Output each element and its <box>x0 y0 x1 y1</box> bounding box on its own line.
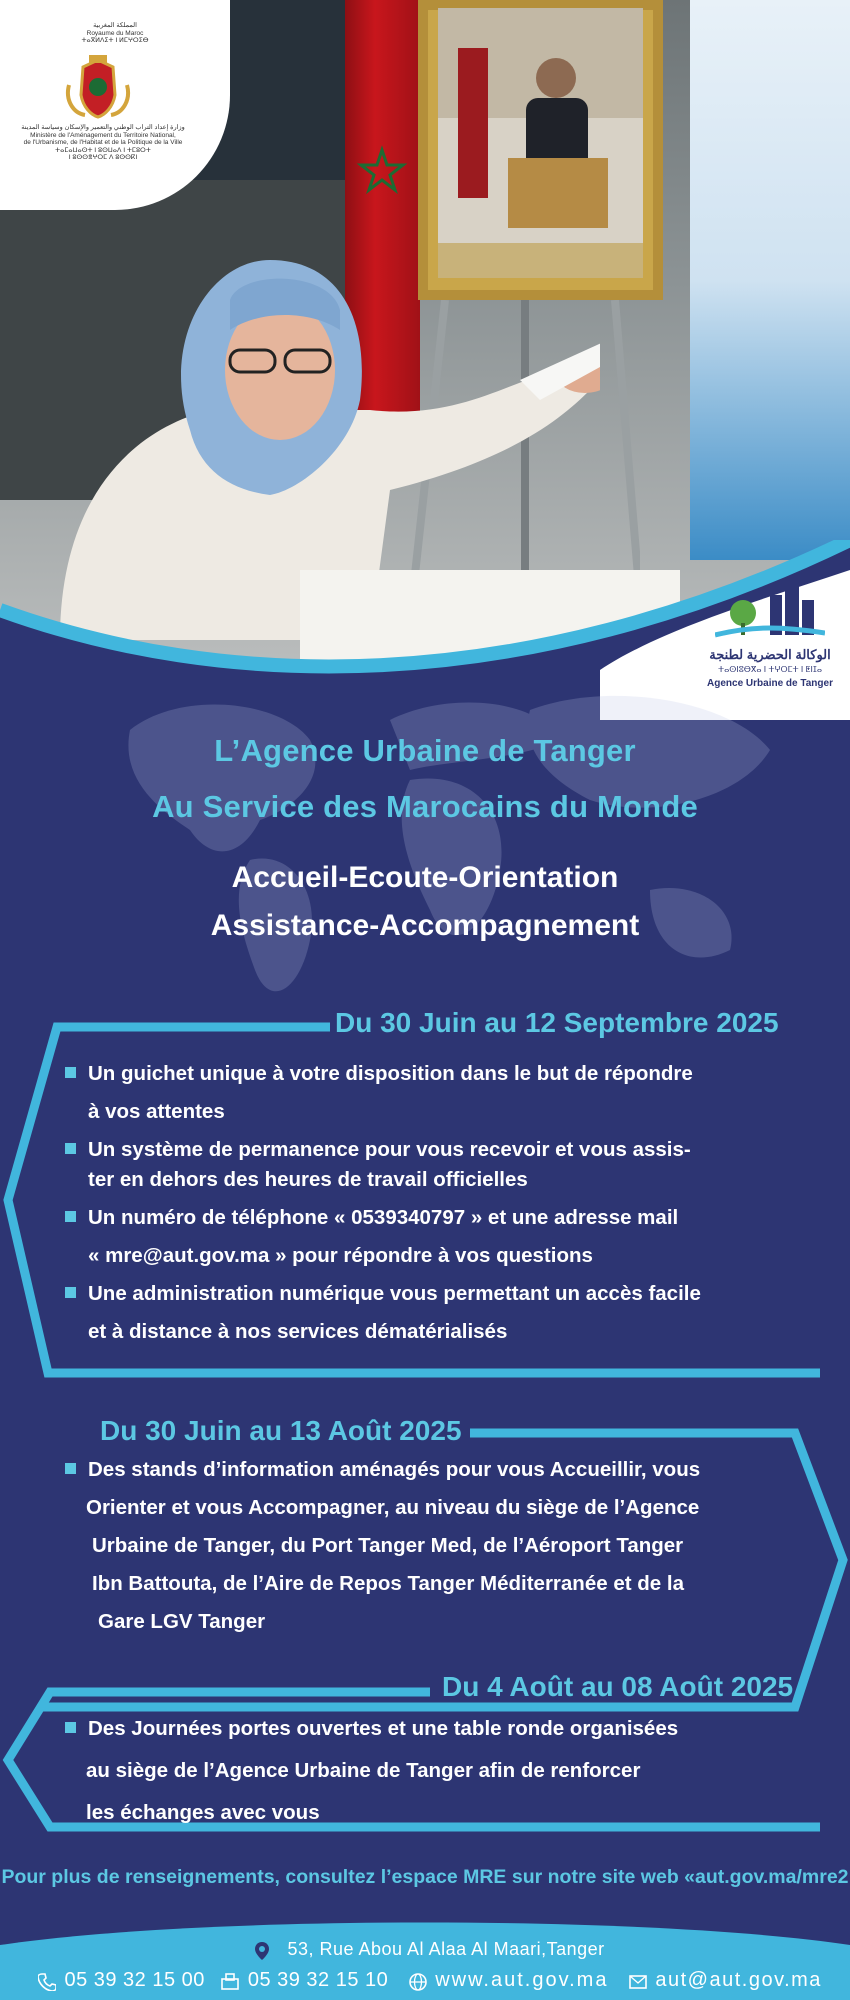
logo-line-tz: ⵜⴰⴳⵍⴷⵉⵜ ⵏ ⵍⵎⵖⵔⵉⴱ <box>81 37 149 44</box>
section-3-date: Du 4 Août au 08 Août 2025 <box>442 1671 794 1702</box>
list-item-continuation: Orienter et vous Accompagner, au niveau du siège de l’Agence <box>86 1496 700 1519</box>
coat-of-arms-icon <box>63 55 133 120</box>
list-item: Des Journées portes ouvertes et une table ronde organisées <box>65 1708 825 1750</box>
ministry-name-tz-1: ⵜⴰⵎⴰⵡⴰⵙⵜ ⵏ ⵓⵙⵡⴰⴷ ⵏ ⵜⵎⵓⵔⵜ <box>55 146 151 154</box>
agency-name-ar: الوكالة الحضرية لطنجة <box>709 647 831 662</box>
subtitle-line-2: Assistance-Accompagnement <box>210 909 640 942</box>
square-bullet-icon <box>65 1067 76 1078</box>
list-item: Un guichet unique à votre disposition dans le but de répondre <box>65 1055 825 1093</box>
ministry-name-ar: وزارة إعداد التراب الوطني والتعمير والإسكان وسياسة المدينة <box>21 124 185 131</box>
list-item-continuation: ter en dehors des heures de travail officielles <box>88 1168 528 1191</box>
list-item: Une administration numérique vous permettant un accès facile <box>65 1275 825 1313</box>
more-info-text: Pour plus de renseignements, consultez l’espace MRE sur notre site web «aut.gov.ma/mre2 <box>1 1866 849 1888</box>
globe-icon <box>409 1973 427 1991</box>
address-block <box>255 1939 605 1960</box>
subtitle-line-1: Accueil-Ecoute-Orientation <box>231 861 619 894</box>
ministry-name-tz-2: ⵏ ⵓⵙⵙⴻⵖⵔⵎ ⴷ ⵓⵙⵙⴽⵏ <box>68 154 138 161</box>
ministry-name-fr-1: Ministère de l'Aménagement du Territoire National, <box>30 131 176 139</box>
agency-name-fr: Agence Urbaine de Tanger <box>707 678 833 689</box>
ministry-name-fr-2: de l'Urbanisme, de l'Habitat et de la Politique de la Ville <box>23 139 183 146</box>
square-bullet-icon <box>65 1143 76 1154</box>
agency-name-tz: ⵜⴰⵙⵏⵓⴱⴳⴰ ⵏ ⵜⵖⵔⵎⵜ ⵏ ⵟⵏⵊⴰ <box>717 665 823 674</box>
section-2-date: Du 30 Juin au 13 Août 2025 <box>100 1415 462 1446</box>
address-text: 53, Rue Abou Al Alaa Al Maari,Tanger <box>287 1939 605 1959</box>
square-bullet-icon <box>65 1211 76 1222</box>
phone-icon <box>38 1973 56 1991</box>
list-item-continuation: Gare LGV Tanger <box>98 1610 266 1633</box>
title-line-1: L’Agence Urbaine de Tanger <box>214 733 636 768</box>
list-item-continuation: Urbaine de Tanger, du Port Tanger Med, de l’Aéroport Tanger <box>92 1534 684 1557</box>
section-1-date: Du 30 Juin au 12 Septembre 2025 <box>335 1007 779 1038</box>
section-3-list <box>65 1708 825 1834</box>
fax-icon <box>221 1973 239 1991</box>
title-line-2: Au Service des Marocains du Monde <box>152 789 698 824</box>
mail-icon <box>629 1975 647 1989</box>
email-link[interactable]: aut@aut.gov.ma <box>655 1969 822 1991</box>
logo-line-ar: المملكة المغربية <box>93 22 137 29</box>
list-item-continuation: les échanges avec vous <box>86 1801 320 1824</box>
list-item: Des stands d’information aménagés pour vous Accueillir, vous <box>65 1451 825 1489</box>
royal-portrait <box>438 8 643 278</box>
square-bullet-icon <box>65 1463 76 1474</box>
square-bullet-icon <box>65 1287 76 1298</box>
square-bullet-icon <box>65 1722 76 1733</box>
list-item-continuation: Ibn Battouta, de l’Aire de Repos Tanger Méditerranée et de la <box>92 1572 684 1595</box>
list-item-continuation: à vos attentes <box>88 1100 225 1123</box>
section-1-list <box>65 1055 825 1351</box>
contact-row <box>38 1969 822 1992</box>
website-link[interactable]: www.aut.gov.ma <box>435 1969 609 1991</box>
list-item-continuation: et à distance à nos services dématérialisés <box>88 1320 508 1343</box>
list-item-continuation: « mre@aut.gov.ma » pour répondre à vos questions <box>88 1244 593 1267</box>
phone-number[interactable]: 05 39 32 15 00 <box>64 1969 205 1991</box>
location-pin-icon <box>255 1942 269 1960</box>
city-skyline-icon <box>715 585 825 640</box>
fax-number[interactable]: 05 39 32 15 10 <box>247 1969 389 1991</box>
logo-line-fr: Royaume du Maroc <box>86 29 144 37</box>
list-item-continuation: au siège de l’Agence Urbaine de Tanger afin de renforcer <box>86 1759 641 1782</box>
section-2-list <box>65 1451 825 1641</box>
list-item: Un système de permanence pour vous recevoir et vous assis- <box>65 1131 825 1169</box>
background-banner <box>690 0 850 560</box>
world-map-background <box>90 670 790 1030</box>
list-item: Un numéro de téléphone « 0539340797 » et une adresse mail <box>65 1199 825 1237</box>
